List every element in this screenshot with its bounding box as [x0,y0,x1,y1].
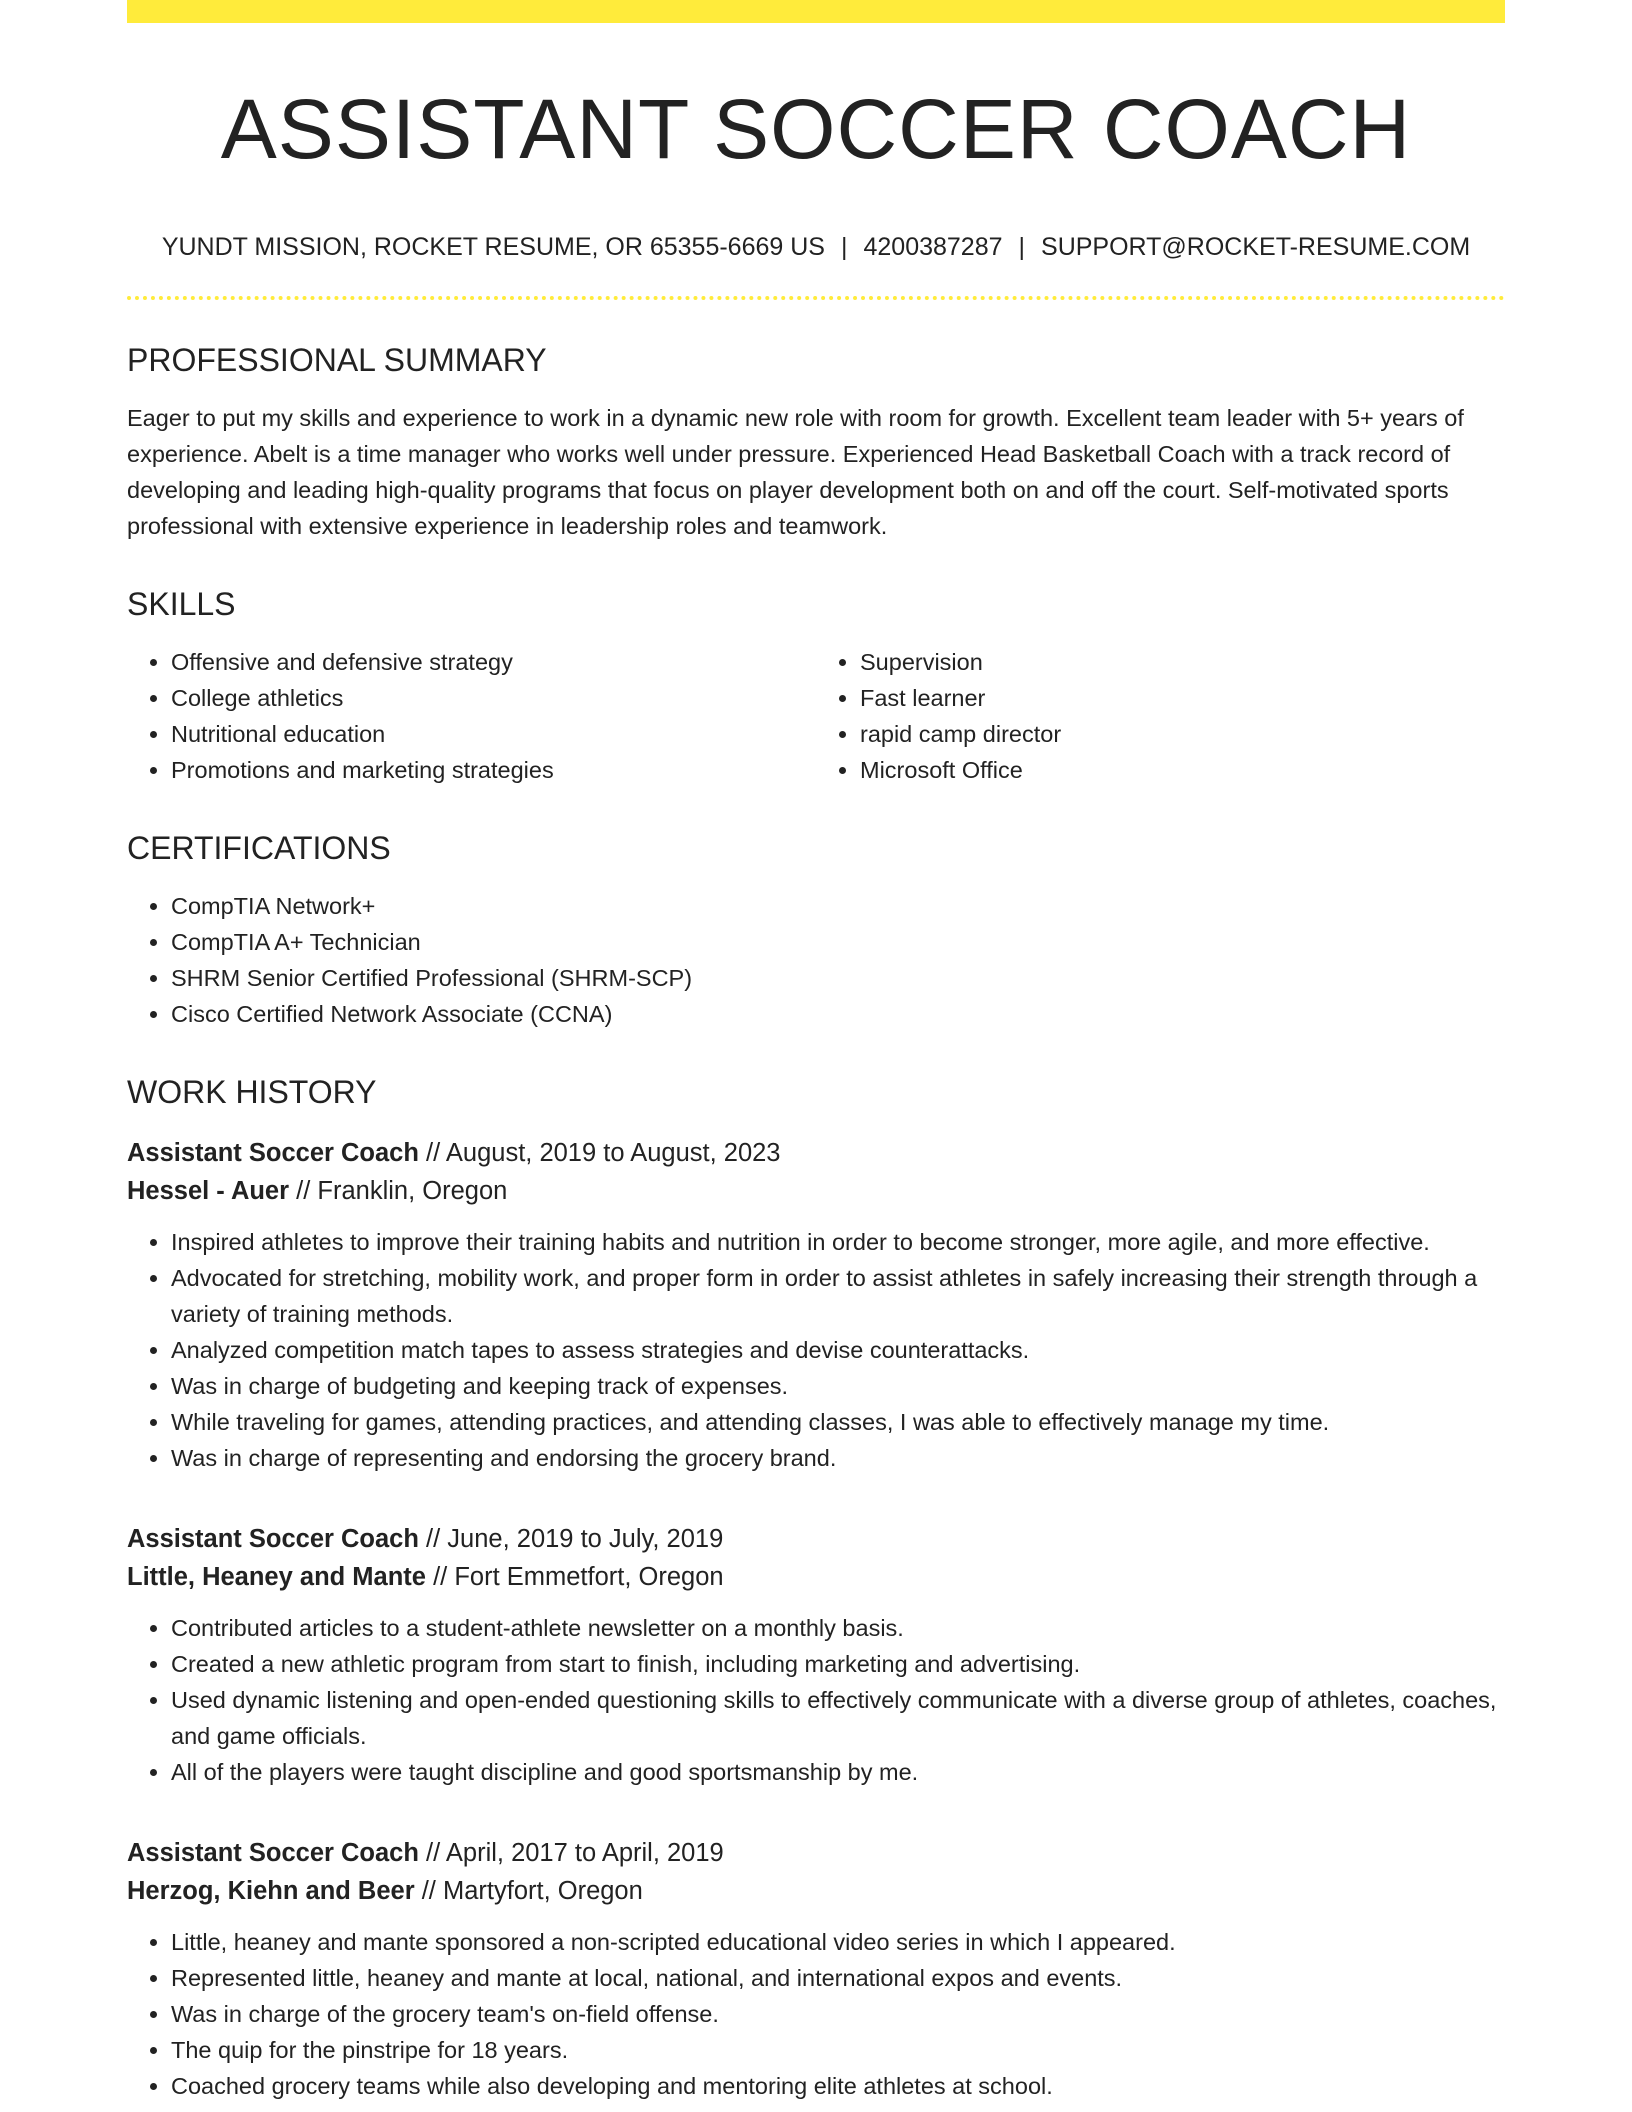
job-company-line [127,1872,1505,1910]
summary-text: Eager to put my skills and experience to work in a dynamic new role with room for growth. Excellent team leader with 5+ years of experience. Abelt is a time manager who works well under pressure. Experienced Head Basketball Coach with a track record of developing and leading high-quality programs that focus on player development both on and off the court. Self-motivated sports professional with extensive experience in leadership roles and teamwork. [127,405,1464,539]
job-bullet: • Advocated for stretching, mobility work, and proper form in order to assist athletes in safely increasing their strength through a variety of training methods. [171,1260,1505,1332]
job-entry [127,1520,1505,1790]
job-bullet: • Analyzed competition match tapes to assess strategies and devise counterattacks. [171,1332,1505,1368]
job-location: // Franklin, Oregon [289,1177,508,1205]
job-bullet: • Little, heaney and mante sponsored a non-scripted educational video series in which I appeared. [171,1924,1505,1960]
certifications-section [127,832,1505,1032]
job-location: // Martyfort, Oregon [414,1877,643,1905]
work-history-section [127,1076,1505,2104]
job-bullet: • Represented little, heaney and mante at local, national, and international expos and events. [171,1960,1505,1996]
certifications-list [127,888,1505,1032]
skill-item: • Microsoft Office [860,752,1505,788]
job-title: Assistant Soccer Coach [127,1139,419,1167]
job-entry [127,1134,1505,1476]
resume-page [127,0,1505,2104]
job-bullet: • All of the players were taught discipline and good sportsmanship by me. [171,1754,1505,1790]
skills-section [127,588,1505,788]
skill-item: • Supervision [860,644,1505,680]
certifications-heading: CERTIFICATIONS [127,830,391,866]
contact-address: YUNDT MISSION, ROCKET RESUME, OR 65355-6669 US [161,233,825,261]
skill-item: • Nutritional education [171,716,816,752]
certification-item: • SHRM Senior Certified Professional (SHRM-SCP) [171,960,1505,996]
summary-heading: PROFESSIONAL SUMMARY [127,342,547,378]
job-company-line [127,1172,1505,1210]
resume-title: ASSISTANT SOCCER COACH [220,82,1412,176]
work-history-heading: WORK HISTORY [127,1074,377,1110]
job-bullets [127,1610,1505,1790]
job-bullet: • While traveling for games, attending practices, and attending classes, I was able to effectively manage my time. [171,1404,1505,1440]
job-title-line [127,1134,1505,1172]
job-title: Assistant Soccer Coach [127,1839,419,1867]
job-title-line [127,1834,1505,1872]
job-bullets [127,1924,1505,2104]
job-bullet: • Was in charge of representing and endorsing the grocery brand. [171,1440,1505,1476]
job-entry [127,1834,1505,2104]
job-title: Assistant Soccer Coach [127,1525,419,1553]
job-bullet: • Was in charge of budgeting and keeping track of expenses. [171,1368,1505,1404]
job-dates: // August, 2019 to August, 2023 [418,1139,781,1167]
job-company-line [127,1558,1505,1596]
job-dates: // April, 2017 to April, 2019 [418,1839,724,1867]
job-bullet: • Contributed articles to a student-athlete newsletter on a monthly basis. [171,1610,1505,1646]
job-bullet: • Was in charge of the grocery team's on-field offense. [171,1996,1505,2032]
skill-item: • Promotions and marketing strategies [171,752,816,788]
contact-separator: | [840,233,848,261]
summary-section [127,344,1505,544]
skill-item: • Fast learner [860,680,1505,716]
job-company: Herzog, Kiehn and Beer [127,1877,415,1905]
job-bullet: • Inspired athletes to improve their training habits and nutrition in order to become stronger, more agile, and more effective. [171,1224,1505,1260]
certification-item: • CompTIA Network+ [171,888,1505,924]
job-location: // Fort Emmetfort, Oregon [425,1563,724,1591]
job-dates: // June, 2019 to July, 2019 [418,1525,724,1553]
skill-item: • Offensive and defensive strategy [171,644,816,680]
contact-line [127,235,1505,260]
dotted-divider [127,296,1505,300]
skills-list-left [127,644,816,788]
skills-columns [127,644,1505,788]
contact-email: SUPPORT@ROCKET-RESUME.COM [1041,233,1471,261]
skills-list-right [816,644,1505,788]
job-company: Little, Heaney and Mante [127,1563,426,1591]
job-company: Hessel - Auer [127,1177,290,1205]
skill-item: • College athletics [171,680,816,716]
skills-heading: SKILLS [127,586,236,622]
certification-item: • Cisco Certified Network Associate (CCNA) [171,996,1505,1032]
job-bullet: • The quip for the pinstripe for 18 years. [171,2032,1505,2068]
job-bullets [127,1224,1505,1476]
job-bullet: • Used dynamic listening and open-ended questioning skills to effectively communicate with a diverse group of athletes, coaches, and game officials. [171,1682,1505,1754]
contact-phone: 4200387287 [863,233,1003,261]
skill-item: • rapid camp director [860,716,1505,752]
job-bullet: • Created a new athletic program from start to finish, including marketing and advertising. [171,1646,1505,1682]
job-bullet: • Coached grocery teams while also developing and mentoring elite athletes at school. [171,2068,1505,2104]
contact-separator: | [1018,233,1026,261]
certification-item: • CompTIA A+ Technician [171,924,1505,960]
job-title-line [127,1520,1505,1558]
accent-bar [127,0,1505,23]
